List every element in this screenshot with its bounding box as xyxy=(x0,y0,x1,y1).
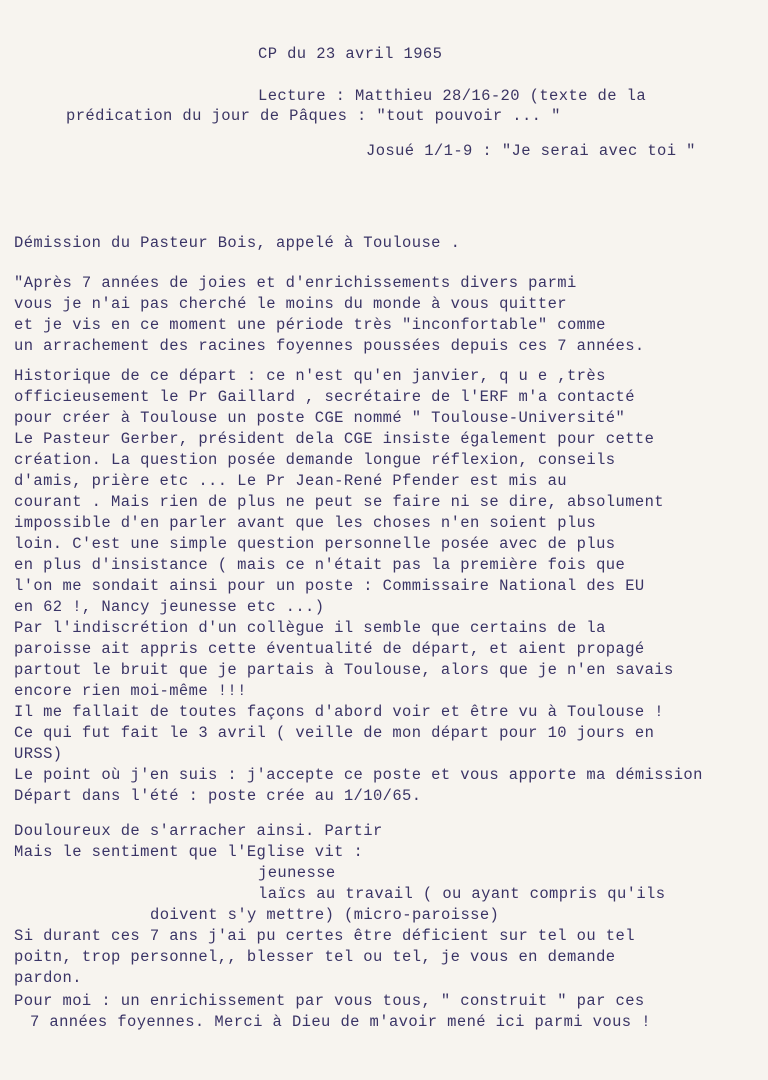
text-line: poitn, trop personnel,, blesser tel ou tel, je vous en demande xyxy=(14,948,616,966)
text-line: et je vis en ce moment une période très "inconfortable" comme xyxy=(14,316,606,334)
text-line: laïcs au travail ( ou ayant compris qu'ils xyxy=(258,885,666,903)
text-line: impossible d'en parler avant que les choses n'en soient plus xyxy=(14,514,597,532)
text-line: Si durant ces 7 ans j'ai pu certes être déficient sur tel ou tel xyxy=(14,927,635,945)
text-line: officieusement le Pr Gaillard , secrétaire de l'ERF m'a contacté xyxy=(14,388,635,406)
text-line: Le Pasteur Gerber, président dela CGE insiste également pour cette xyxy=(14,430,655,448)
document-title: CP du 23 avril 1965 xyxy=(258,45,443,63)
text-line: d'amis, prière etc ... Le Pr Jean-René Pfender est mis au xyxy=(14,472,567,490)
text-line: pour créer à Toulouse un poste CGE nommé " Toulouse-Université" xyxy=(14,409,626,427)
text-line: encore rien moi-même !!! xyxy=(14,682,247,700)
subject-line: Démission du Pasteur Bois, appelé à Toulouse . xyxy=(14,234,461,252)
reading-line-1: Lecture : Matthieu 28/16-20 (texte de la xyxy=(258,87,647,105)
text-line: Départ dans l'été : poste crée au 1/10/65. xyxy=(14,787,422,805)
text-line: paroisse ait appris cette éventualité de départ, et aient propagé xyxy=(14,640,645,658)
text-line: "Après 7 années de joies et d'enrichissements divers parmi xyxy=(14,274,577,292)
text-line: création. La question posée demande longue réflexion, conseils xyxy=(14,451,616,469)
text-line: Par l'indiscrétion d'un collègue il semble que certains de la xyxy=(14,619,606,637)
text-line: un arrachement des racines foyennes poussées depuis ces 7 années. xyxy=(14,337,645,355)
text-line: Mais le sentiment que l'Eglise vit : xyxy=(14,843,364,861)
reading-line-2: prédication du jour de Pâques : "tout pouvoir ... " xyxy=(66,107,561,125)
text-line: Historique de ce départ : ce n'est qu'en janvier, q u e ,très xyxy=(14,367,606,385)
text-line: en 62 !, Nancy jeunesse etc ...) xyxy=(14,598,325,616)
text-line: Le point où j'en suis : j'accepte ce poste et vous apporte ma démission xyxy=(14,766,703,784)
text-line: 7 années foyennes. Merci à Dieu de m'avoir mené ici parmi vous ! xyxy=(30,1013,651,1031)
text-line: Douloureux de s'arracher ainsi. Partir xyxy=(14,822,383,840)
text-line: jeunesse xyxy=(258,864,336,882)
text-line: Ce qui fut fait le 3 avril ( veille de mon départ pour 10 jours en xyxy=(14,724,655,742)
reading-line-3: Josué 1/1-9 : "Je serai avec toi " xyxy=(366,142,696,160)
text-line: Il me fallait de toutes façons d'abord voir et être vu à Toulouse ! xyxy=(14,703,665,721)
text-line: pardon. xyxy=(14,969,82,987)
text-line: Pour moi : un enrichissement par vous tous, " construit " par ces xyxy=(14,992,645,1010)
text-line: partout le bruit que je partais à Toulouse, alors que je n'en savais xyxy=(14,661,674,679)
text-line: loin. C'est une simple question personnelle posée avec de plus xyxy=(14,535,616,553)
text-line: l'on me sondait ainsi pour un poste : Commissaire National des EU xyxy=(14,577,645,595)
text-line: URSS) xyxy=(14,745,63,763)
text-line: en plus d'insistance ( mais ce n'était pas la première fois que xyxy=(14,556,626,574)
text-line: doivent s'y mettre) (micro-paroisse) xyxy=(150,906,500,924)
text-line: vous je n'ai pas cherché le moins du monde à vous quitter xyxy=(14,295,567,313)
text-line: courant . Mais rien de plus ne peut se faire ni se dire, absolument xyxy=(14,493,665,511)
